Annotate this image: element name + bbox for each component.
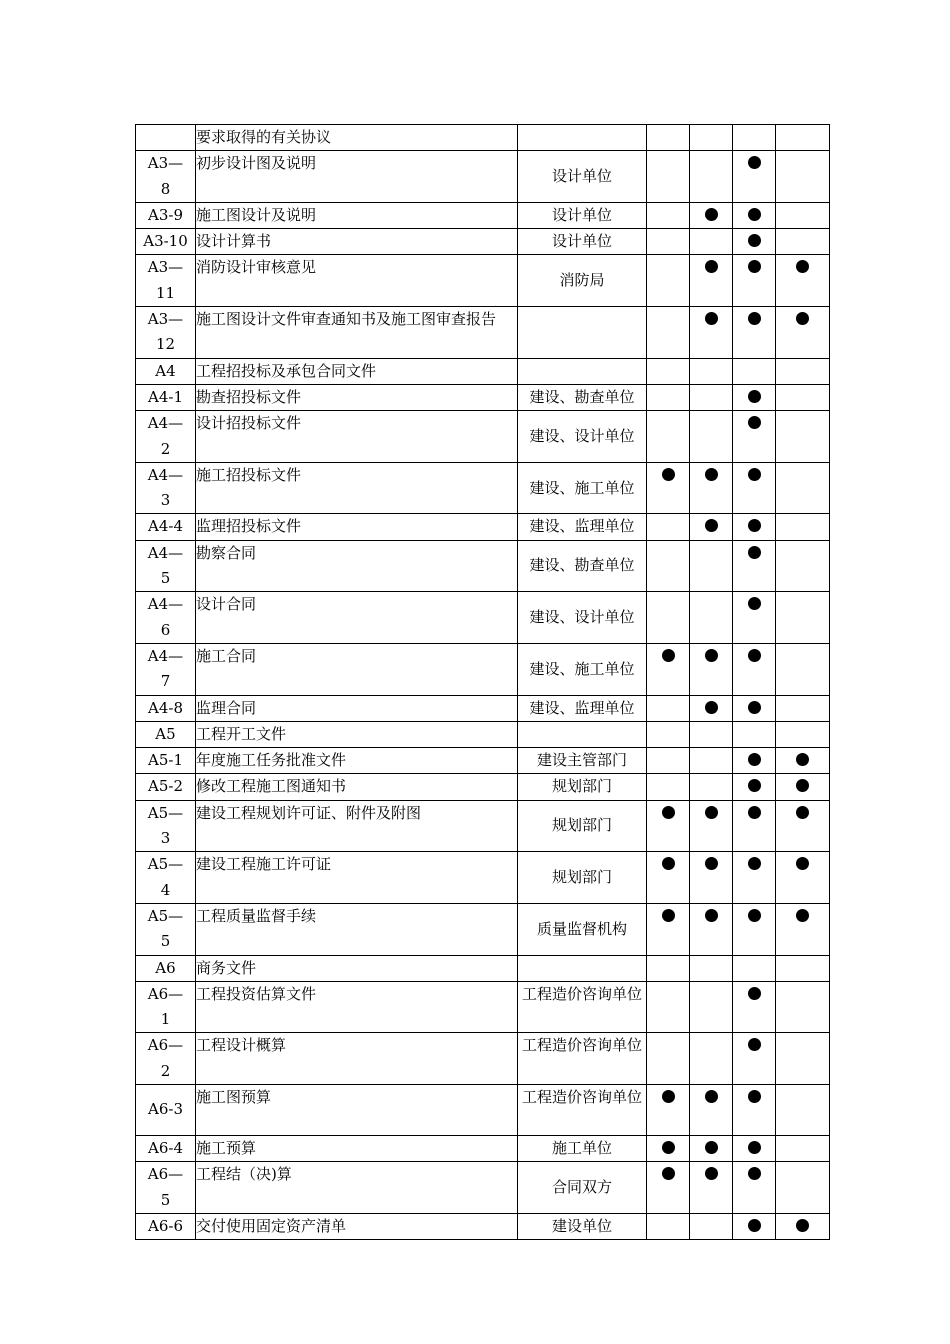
row-code: A5—4 [136, 852, 196, 904]
row-title: 施工预算 [196, 1135, 518, 1161]
mark-cell-4 [776, 774, 830, 800]
mark-cell-1 [647, 1213, 690, 1239]
row-unit: 建设、设计单位 [518, 592, 647, 644]
table-row [136, 592, 830, 644]
row-unit: 建设、勘查单位 [518, 540, 647, 592]
mark-cell-3 [733, 125, 776, 151]
row-code: A3-9 [136, 202, 196, 228]
mark-cell-3 [733, 384, 776, 410]
filled-circle-icon [748, 312, 761, 325]
table-row [136, 384, 830, 410]
row-code: A3—12 [136, 307, 196, 359]
row-code: A6 [136, 955, 196, 981]
row-unit: 设计单位 [518, 229, 647, 255]
row-title: 勘察合同 [196, 540, 518, 592]
mark-cell-1 [647, 229, 690, 255]
filled-circle-icon [705, 857, 718, 870]
mark-cell-4 [776, 229, 830, 255]
row-title: 设计合同 [196, 592, 518, 644]
row-unit: 规划部门 [518, 774, 647, 800]
mark-cell-4 [776, 721, 830, 747]
mark-cell-1 [647, 514, 690, 540]
row-code: A4-4 [136, 514, 196, 540]
filled-circle-icon [748, 519, 761, 532]
row-code: A4—5 [136, 540, 196, 592]
mark-cell-2 [690, 852, 733, 904]
mark-cell-4 [776, 903, 830, 955]
mark-cell-4 [776, 1033, 830, 1085]
mark-cell-1 [647, 1084, 690, 1135]
table-row [136, 202, 830, 228]
filled-circle-icon [662, 468, 675, 481]
mark-cell-3 [733, 540, 776, 592]
mark-cell-2 [690, 903, 733, 955]
row-code: A4-8 [136, 695, 196, 721]
table-row [136, 1033, 830, 1085]
filled-circle-icon [748, 1167, 761, 1180]
row-unit: 工程造价咨询单位 [518, 981, 647, 1033]
table-row [136, 462, 830, 514]
row-title: 初步设计图及说明 [196, 151, 518, 203]
mark-cell-3 [733, 903, 776, 955]
table-row [136, 151, 830, 203]
filled-circle-icon [748, 806, 761, 819]
filled-circle-icon [662, 909, 675, 922]
row-title: 设计招投标文件 [196, 411, 518, 463]
mark-cell-4 [776, 748, 830, 774]
mark-cell-1 [647, 125, 690, 151]
table-body [136, 125, 830, 1240]
row-title: 监理合同 [196, 695, 518, 721]
mark-cell-3 [733, 800, 776, 852]
row-code: A5—3 [136, 800, 196, 852]
filled-circle-icon [748, 260, 761, 273]
row-title: 商务文件 [196, 955, 518, 981]
row-unit: 合同双方 [518, 1162, 647, 1214]
filled-circle-icon [748, 779, 761, 792]
mark-cell-3 [733, 514, 776, 540]
filled-circle-icon [748, 1219, 761, 1232]
mark-cell-1 [647, 981, 690, 1033]
filled-circle-icon [748, 468, 761, 481]
table-row [136, 903, 830, 955]
row-title: 勘查招投标文件 [196, 384, 518, 410]
mark-cell-2 [690, 695, 733, 721]
mark-cell-3 [733, 981, 776, 1033]
filled-circle-icon [748, 416, 761, 429]
mark-cell-2 [690, 255, 733, 307]
mark-cell-1 [647, 411, 690, 463]
mark-cell-1 [647, 592, 690, 644]
mark-cell-4 [776, 255, 830, 307]
mark-cell-1 [647, 462, 690, 514]
row-code: A4—6 [136, 592, 196, 644]
mark-cell-3 [733, 643, 776, 695]
mark-cell-4 [776, 151, 830, 203]
mark-cell-3 [733, 462, 776, 514]
filled-circle-icon [662, 1141, 675, 1154]
mark-cell-1 [647, 955, 690, 981]
mark-cell-2 [690, 748, 733, 774]
mark-cell-2 [690, 1162, 733, 1214]
row-unit [518, 307, 647, 359]
row-unit: 建设、施工单位 [518, 462, 647, 514]
mark-cell-4 [776, 1213, 830, 1239]
mark-cell-3 [733, 1135, 776, 1161]
mark-cell-4 [776, 202, 830, 228]
row-title: 工程质量监督手续 [196, 903, 518, 955]
mark-cell-3 [733, 255, 776, 307]
filled-circle-icon [705, 701, 718, 714]
mark-cell-4 [776, 462, 830, 514]
row-unit: 规划部门 [518, 800, 647, 852]
row-title: 建设工程规划许可证、附件及附图 [196, 800, 518, 852]
filled-circle-icon [748, 1090, 761, 1103]
row-code: A6-6 [136, 1213, 196, 1239]
filled-circle-icon [796, 753, 809, 766]
filled-circle-icon [705, 649, 718, 662]
table-row [136, 229, 830, 255]
mark-cell-1 [647, 255, 690, 307]
mark-cell-1 [647, 721, 690, 747]
mark-cell-4 [776, 540, 830, 592]
mark-cell-4 [776, 514, 830, 540]
row-code: A6—1 [136, 981, 196, 1033]
mark-cell-3 [733, 852, 776, 904]
row-unit: 建设、设计单位 [518, 411, 647, 463]
table-row [136, 125, 830, 151]
filled-circle-icon [748, 1141, 761, 1154]
row-title: 监理招投标文件 [196, 514, 518, 540]
row-unit: 工程造价咨询单位 [518, 1033, 647, 1085]
filled-circle-icon [748, 208, 761, 221]
table-row [136, 307, 830, 359]
mark-cell-1 [647, 358, 690, 384]
mark-cell-2 [690, 774, 733, 800]
table-row [136, 411, 830, 463]
mark-cell-3 [733, 774, 776, 800]
mark-cell-1 [647, 307, 690, 359]
row-code: A6-4 [136, 1135, 196, 1161]
row-title: 施工合同 [196, 643, 518, 695]
mark-cell-1 [647, 1033, 690, 1085]
mark-cell-1 [647, 1162, 690, 1214]
mark-cell-4 [776, 307, 830, 359]
row-unit: 建设、施工单位 [518, 643, 647, 695]
table-row [136, 748, 830, 774]
filled-circle-icon [662, 649, 675, 662]
row-code: A3—11 [136, 255, 196, 307]
row-title: 施工招投标文件 [196, 462, 518, 514]
row-unit: 消防局 [518, 255, 647, 307]
filled-circle-icon [748, 156, 761, 169]
row-code: A4-1 [136, 384, 196, 410]
table-row [136, 721, 830, 747]
filled-circle-icon [662, 857, 675, 870]
filled-circle-icon [705, 260, 718, 273]
mark-cell-3 [733, 1162, 776, 1214]
filled-circle-icon [748, 234, 761, 247]
row-code: A6—2 [136, 1033, 196, 1085]
filled-circle-icon [796, 857, 809, 870]
mark-cell-4 [776, 643, 830, 695]
mark-cell-4 [776, 955, 830, 981]
row-title: 工程结（决)算 [196, 1162, 518, 1214]
table-row [136, 255, 830, 307]
row-title: 工程招投标及承包合同文件 [196, 358, 518, 384]
mark-cell-3 [733, 721, 776, 747]
row-unit: 建设、监理单位 [518, 514, 647, 540]
mark-cell-2 [690, 800, 733, 852]
mark-cell-3 [733, 592, 776, 644]
filled-circle-icon [705, 468, 718, 481]
mark-cell-1 [647, 202, 690, 228]
mark-cell-2 [690, 981, 733, 1033]
row-title: 施工图预算 [196, 1084, 518, 1135]
filled-circle-icon [705, 519, 718, 532]
table-row [136, 540, 830, 592]
mark-cell-2 [690, 955, 733, 981]
row-code: A5-1 [136, 748, 196, 774]
filled-circle-icon [748, 857, 761, 870]
row-unit: 建设、监理单位 [518, 695, 647, 721]
table-row [136, 695, 830, 721]
mark-cell-2 [690, 721, 733, 747]
mark-cell-4 [776, 592, 830, 644]
mark-cell-2 [690, 462, 733, 514]
mark-cell-4 [776, 981, 830, 1033]
row-title: 交付使用固定资产清单 [196, 1213, 518, 1239]
filled-circle-icon [662, 1167, 675, 1180]
table-row [136, 1135, 830, 1161]
filled-circle-icon [796, 312, 809, 325]
filled-circle-icon [748, 701, 761, 714]
table-row [136, 358, 830, 384]
row-unit [518, 125, 647, 151]
mark-cell-3 [733, 955, 776, 981]
mark-cell-2 [690, 151, 733, 203]
mark-cell-3 [733, 1213, 776, 1239]
filled-circle-icon [705, 208, 718, 221]
table-row [136, 643, 830, 695]
filled-circle-icon [748, 987, 761, 1000]
mark-cell-4 [776, 1162, 830, 1214]
table-row [136, 774, 830, 800]
mark-cell-1 [647, 852, 690, 904]
row-unit [518, 955, 647, 981]
row-unit: 规划部门 [518, 852, 647, 904]
filled-circle-icon [662, 1090, 675, 1103]
row-title: 施工图设计及说明 [196, 202, 518, 228]
filled-circle-icon [705, 312, 718, 325]
mark-cell-4 [776, 411, 830, 463]
filled-circle-icon [748, 546, 761, 559]
mark-cell-4 [776, 1135, 830, 1161]
filled-circle-icon [748, 1038, 761, 1051]
mark-cell-2 [690, 1135, 733, 1161]
mark-cell-3 [733, 151, 776, 203]
mark-cell-4 [776, 384, 830, 410]
mark-cell-2 [690, 358, 733, 384]
table-row [136, 955, 830, 981]
mark-cell-2 [690, 1084, 733, 1135]
mark-cell-2 [690, 643, 733, 695]
row-unit: 设计单位 [518, 151, 647, 203]
mark-cell-3 [733, 1033, 776, 1085]
row-title: 消防设计审核意见 [196, 255, 518, 307]
mark-cell-4 [776, 1084, 830, 1135]
row-title: 年度施工任务批准文件 [196, 748, 518, 774]
mark-cell-2 [690, 540, 733, 592]
mark-cell-1 [647, 800, 690, 852]
table-row [136, 1162, 830, 1214]
row-title: 修改工程施工图通知书 [196, 774, 518, 800]
mark-cell-2 [690, 592, 733, 644]
mark-cell-3 [733, 1084, 776, 1135]
mark-cell-2 [690, 384, 733, 410]
mark-cell-2 [690, 229, 733, 255]
row-code: A3-10 [136, 229, 196, 255]
table-row [136, 981, 830, 1033]
row-code: A3—8 [136, 151, 196, 203]
mark-cell-2 [690, 1033, 733, 1085]
row-title: 工程设计概算 [196, 1033, 518, 1085]
row-unit: 施工单位 [518, 1135, 647, 1161]
mark-cell-3 [733, 229, 776, 255]
mark-cell-1 [647, 695, 690, 721]
filled-circle-icon [748, 390, 761, 403]
table-row [136, 1213, 830, 1239]
table-row [136, 1084, 830, 1135]
mark-cell-4 [776, 695, 830, 721]
mark-cell-1 [647, 540, 690, 592]
row-code: A4 [136, 358, 196, 384]
row-code: A5-2 [136, 774, 196, 800]
mark-cell-3 [733, 411, 776, 463]
row-unit [518, 358, 647, 384]
mark-cell-1 [647, 151, 690, 203]
mark-cell-3 [733, 695, 776, 721]
archive-table [135, 124, 830, 1240]
filled-circle-icon [796, 909, 809, 922]
mark-cell-1 [647, 1135, 690, 1161]
mark-cell-4 [776, 852, 830, 904]
mark-cell-1 [647, 774, 690, 800]
table-row [136, 800, 830, 852]
table-row [136, 514, 830, 540]
row-unit: 设计单位 [518, 202, 647, 228]
row-title: 工程开工文件 [196, 721, 518, 747]
filled-circle-icon [705, 806, 718, 819]
row-code: A5 [136, 721, 196, 747]
row-code: A4—3 [136, 462, 196, 514]
mark-cell-4 [776, 800, 830, 852]
mark-cell-2 [690, 307, 733, 359]
filled-circle-icon [748, 753, 761, 766]
mark-cell-4 [776, 125, 830, 151]
filled-circle-icon [662, 806, 675, 819]
mark-cell-3 [733, 307, 776, 359]
row-unit [518, 721, 647, 747]
row-title: 要求取得的有关协议 [196, 125, 518, 151]
mark-cell-1 [647, 643, 690, 695]
mark-cell-2 [690, 202, 733, 228]
filled-circle-icon [705, 909, 718, 922]
filled-circle-icon [796, 260, 809, 273]
mark-cell-1 [647, 384, 690, 410]
filled-circle-icon [748, 909, 761, 922]
table-row [136, 852, 830, 904]
row-unit: 建设、勘查单位 [518, 384, 647, 410]
filled-circle-icon [748, 649, 761, 662]
filled-circle-icon [748, 597, 761, 610]
row-code [136, 125, 196, 151]
row-title: 建设工程施工许可证 [196, 852, 518, 904]
filled-circle-icon [796, 806, 809, 819]
mark-cell-1 [647, 748, 690, 774]
row-code: A4—2 [136, 411, 196, 463]
row-title: 设计计算书 [196, 229, 518, 255]
row-code: A4—7 [136, 643, 196, 695]
filled-circle-icon [705, 1141, 718, 1154]
row-title: 施工图设计文件审查通知书及施工图审查报告 [196, 307, 518, 359]
row-code: A5—5 [136, 903, 196, 955]
row-unit: 工程造价咨询单位 [518, 1084, 647, 1135]
mark-cell-2 [690, 514, 733, 540]
row-code: A6-3 [136, 1084, 196, 1135]
filled-circle-icon [705, 1090, 718, 1103]
filled-circle-icon [796, 1219, 809, 1232]
mark-cell-1 [647, 903, 690, 955]
mark-cell-2 [690, 125, 733, 151]
row-code: A6—5 [136, 1162, 196, 1214]
filled-circle-icon [796, 779, 809, 792]
row-unit: 建设主管部门 [518, 748, 647, 774]
row-title: 工程投资估算文件 [196, 981, 518, 1033]
mark-cell-2 [690, 411, 733, 463]
mark-cell-3 [733, 358, 776, 384]
row-unit: 质量监督机构 [518, 903, 647, 955]
mark-cell-4 [776, 358, 830, 384]
mark-cell-3 [733, 748, 776, 774]
mark-cell-2 [690, 1213, 733, 1239]
mark-cell-3 [733, 202, 776, 228]
filled-circle-icon [705, 1167, 718, 1180]
row-unit: 建设单位 [518, 1213, 647, 1239]
